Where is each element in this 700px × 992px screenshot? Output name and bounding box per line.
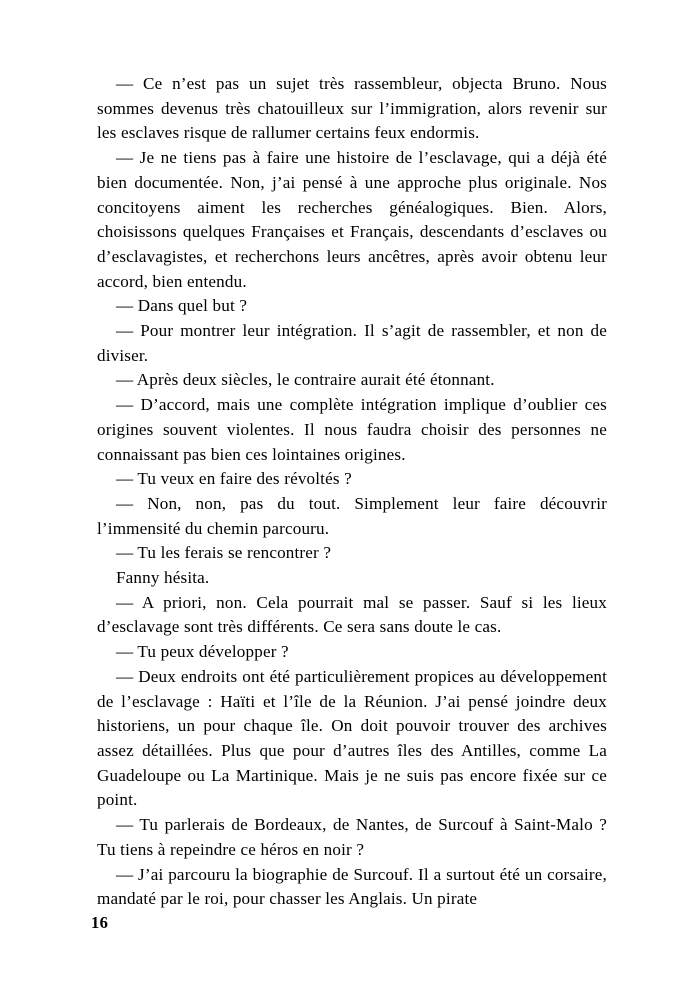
paragraph: Fanny hésita. (116, 568, 210, 588)
paragraph: — Pour montrer leur intégration. Il s’agit de rassembler, et non de diviser. (97, 321, 607, 365)
paragraph: — Tu les ferais se rencontrer ? (116, 543, 332, 563)
paragraph: — Ce n’est pas un sujet très rassembleur, objecta Bruno. Nous sommes devenus très chatouilleux sur l’immigration, alors revenir sur les esclaves risque de rallumer certains feux endormis. (97, 74, 607, 143)
paragraph: — D’accord, mais une complète intégration implique d’oublier ces origines souvent violentes. Il nous faudra choisir des personnes ne connaissant pas bien ces lointaines origines. (97, 395, 607, 464)
paragraph: — J’ai parcouru la biographie de Surcouf. Il a surtout été un corsaire, mandaté par le roi, pour chasser les Anglais. Un pirate (97, 864, 607, 909)
paragraph: — Dans quel but ? (116, 296, 248, 316)
page-number: 16 (91, 913, 109, 932)
body-text-block (97, 72, 607, 912)
paragraph: — Non, non, pas du tout. Simplement leur faire découvrir l’immensité du chemin parcouru. (97, 493, 607, 538)
paragraph: — Je ne tiens pas à faire une histoire de l’esclavage, qui a déjà été bien documentée. Non, j’ai pensé à une approche plus originale. Nos concitoyens aiment les recherches généalogiques. Bien. Alors, choisissons quelques Françaises et Français, descendants d’esclaves ou d’esclavagistes, et recherchons leurs ancêtres, après avoir obtenu leur accord, bien entendu. (97, 148, 607, 291)
paragraph: — Tu veux en faire des révoltés ? (116, 469, 352, 489)
paragraph: — Deux endroits ont été particulièrement propices au développement de l’esclavage : Haïti et l’île de la Réunion. J’ai pensé joindre deux historiens, un pour chaque île. On doit pouvoir trouver des archives assez détaillées. Plus que pour d’autres îles des Antilles, comme La Guadeloupe ou La Martinique. Mais je ne suis pas encore fixée sur ce point. (97, 666, 607, 810)
paragraph: — A priori, non. Cela pourrait mal se passer. Sauf si les lieux d’esclavage sont très différents. Ce sera sans doute le cas. (97, 592, 607, 637)
paragraph: — Tu parlerais de Bordeaux, de Nantes, de Surcouf à Saint-Malo ? Tu tiens à repeindre ce héros en noir ? (97, 815, 607, 859)
paragraph: — Après deux siècles, le contraire aurait été étonnant. (116, 370, 495, 390)
paragraph: — Tu peux développer ? (116, 642, 289, 662)
